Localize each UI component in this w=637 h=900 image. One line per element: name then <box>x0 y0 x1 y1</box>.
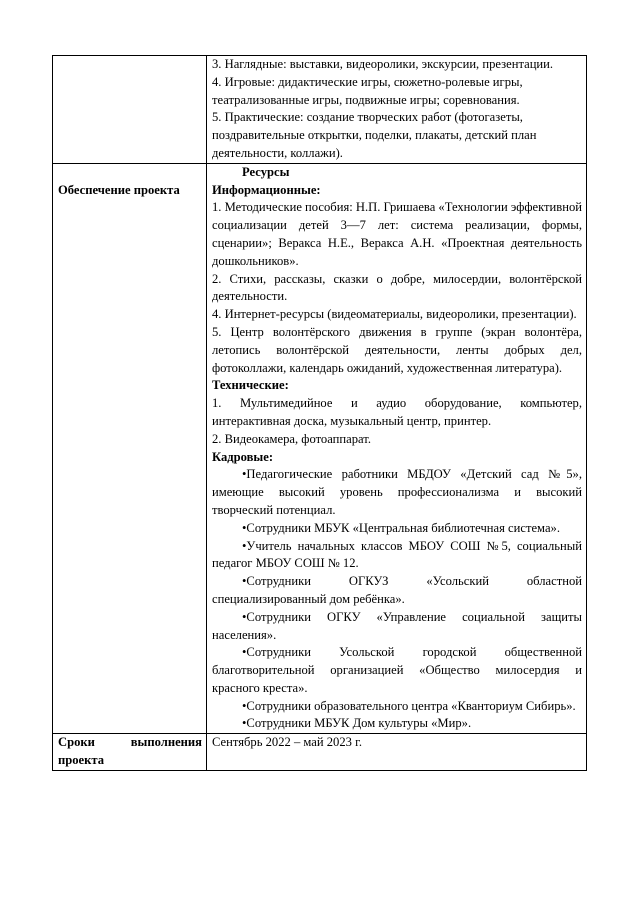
info-item: 5. Центр волонтёрского движения в группе (экран волонтёра, летопись волонтёрской деятельности, ленты добрых дел, фотоколлажи, календарь ожиданий, художественная литература). <box>212 324 582 375</box>
staff-title: Кадровые: <box>212 449 274 464</box>
tech-title: Технические: <box>212 378 289 393</box>
deadline-cell <box>207 734 587 771</box>
resources-label-cell <box>53 163 207 734</box>
staff-item-text: Сотрудники МБУК «Центральная библиотечная система». <box>246 520 560 535</box>
staff-item-text: Педагогические работники МБДОУ «Детский сад №5», имеющие высокий уровень профессионализма и высокий творческий потенциал. <box>212 467 582 517</box>
table-row <box>53 163 587 734</box>
bullet-icon: • <box>242 716 247 731</box>
staff-item <box>212 538 582 574</box>
staff-item-text: Сотрудники Усольской городской общественной благотворительной организацией «Общество милосердия и красного креста». <box>212 645 582 695</box>
bullet-icon: • <box>242 609 247 624</box>
staff-item-text: Учитель начальных классов МБОУ СОШ №5, социальный педагог МБОУ СОШ № 12. <box>212 538 582 571</box>
staff-item <box>212 573 582 609</box>
deadline-label-word: проекта <box>58 753 105 768</box>
staff-item-text: Сотрудники МБУК Дом культуры «Мир». <box>246 716 472 731</box>
deadline-value: Сентябрь 2022 – май 2023 г. <box>212 735 362 750</box>
tech-item: 1. Мультимедийное и аудио оборудование, компьютер, интерактивная доска, музыкальный центр, принтер. <box>212 396 582 428</box>
deadline-label-line <box>58 734 202 752</box>
methods-line: 5. Практические: создание творческих работ (фотогазеты, поздравительные открытки, поделки, плакаты, детский план деятельности, коллажи). <box>212 110 537 160</box>
project-table <box>52 55 587 771</box>
info-item: 2. Стихи, рассказы, сказки о добре, милосердии, волонтёрской деятельности. <box>212 271 582 304</box>
table-cell-empty <box>53 56 207 164</box>
staff-item <box>212 466 582 519</box>
resources-cell <box>207 163 587 734</box>
staff-item <box>212 520 582 538</box>
methods-cell <box>207 56 587 164</box>
info-item: 1. Методические пособия: Н.П. Гришаева «Технологии эффективной социализации детей 3—7 лет: система реализации, формы, сценарии»; Веракса Н.Е., Веракса А.Н. «Проектная деятельность дошкольников». <box>212 200 582 268</box>
staff-item <box>212 644 582 697</box>
bullet-icon: • <box>242 538 247 553</box>
table-row <box>53 56 587 164</box>
deadline-label-word: Сроки <box>58 735 95 750</box>
info-item: 4. Интернет-ресурсы (видеоматериалы, видеоролики, презентации). <box>212 307 577 322</box>
staff-item <box>212 715 582 733</box>
staff-item-text: Сотрудники ОГКУ «Управление социальной защиты населения». <box>212 609 582 642</box>
staff-item-text: Сотрудники образовательного центра «Кванториум Сибирь». <box>246 698 576 713</box>
staff-list <box>212 466 582 733</box>
resources-heading: Ресурсы <box>242 164 290 179</box>
staff-item <box>212 609 582 645</box>
tech-item: 2. Видеокамера, фотоаппарат. <box>212 431 371 446</box>
table-row <box>53 734 587 771</box>
deadline-label-cell <box>53 734 207 771</box>
document-page <box>52 55 585 771</box>
staff-item <box>212 698 582 716</box>
bullet-icon: • <box>242 698 247 713</box>
methods-line: 3. Наглядные: выставки, видеоролики, экскурсии, презентации. <box>212 57 554 71</box>
bullet-icon: • <box>242 574 247 589</box>
bullet-icon: • <box>242 645 247 660</box>
methods-line: 4. Игровые: дидактические игры, сюжетно-ролевые игры, театрализованные игры, подвижные игры; соревнования. <box>212 74 523 107</box>
resources-label: Обеспечение проекта <box>58 182 180 197</box>
bullet-icon: • <box>242 520 247 535</box>
deadline-label-word: выполнения <box>130 735 202 750</box>
info-title: Информационные: <box>212 182 321 197</box>
staff-item-text: Сотрудники ОГКУЗ «Усольский областной специализированный дом ребёнка». <box>212 574 582 606</box>
bullet-icon: • <box>242 467 247 482</box>
